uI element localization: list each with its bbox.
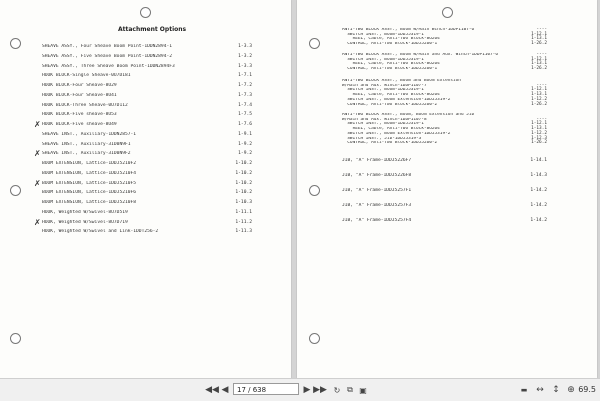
toc-entry-text: CONTROL, Anti-Two Block-1DDJ5260-2 (342, 141, 438, 146)
binder-hole (309, 185, 320, 196)
toc-entry-text: W/Main and Aux. Winch-1DDP1107-8 (342, 117, 427, 122)
toc-entry (42, 132, 252, 137)
toc-entry-page: 1-11.3 (235, 229, 252, 235)
toc-entry-page: 1-26.2 (531, 41, 547, 47)
toc-entry (342, 218, 547, 223)
toc-entry (42, 54, 252, 59)
toc-entry-page: 1-3.3 (238, 63, 252, 69)
toc-entry-text: ANTI-TWO BLOCK ASSY., Boom, Boom Extension and Jib (342, 113, 475, 117)
toc-entry-text: SHEAVE ASSY., Four Sheave Boom Point-1DDN2894-1 (42, 44, 172, 49)
toc-entry-page: 1-12.2 (531, 130, 547, 136)
toc-entry-page: 1-26.2 (531, 140, 547, 146)
toc-entry-page: 1-7.4 (238, 102, 252, 108)
toc-entry (42, 220, 252, 225)
toc-entry-page: 1-12.1 (531, 121, 547, 127)
anti-two-block-group (342, 28, 547, 47)
toc-entry-page: 1-14.3 (530, 173, 547, 178)
zoom-out-icon[interactable]: ▬ (520, 386, 528, 394)
toc-entry-page: 1-9.2 (238, 151, 252, 157)
toc-entry-text: HOOK BLOCK-Three Sheave-0U7D112 (42, 102, 128, 108)
toc-entry (342, 141, 547, 146)
toc-entry-text: SHEAVE INST., Auxiliary-1DDN2857-1 (42, 131, 137, 137)
handwritten-x-mark: ✗ (34, 178, 41, 188)
handwritten-x-mark: ✗ (34, 217, 41, 227)
toc-entry-page: 1-7.1 (238, 73, 252, 79)
fit-page-icon[interactable]: ▣ (359, 385, 367, 395)
anti-two-block-group (342, 79, 547, 107)
toc-entry (342, 158, 547, 163)
page-title: Attachment Options (118, 26, 187, 33)
toc-entry (342, 67, 547, 72)
toc-entry-page: 1-10.3 (235, 200, 252, 205)
toc-entry-page: 1-7.6 (238, 122, 252, 127)
toc-entry-page: ---- (536, 27, 547, 32)
toc-entry-text: SWITCH INST., Jib-1DDJ5319-3 (342, 136, 422, 141)
toc-entry-page: 1-12.1 (531, 56, 547, 62)
toc-entry-page: 1-10.2 (235, 170, 252, 176)
toc-entry-page: 1-10.2 (235, 180, 252, 186)
binder-hole (140, 7, 151, 18)
last-page-icon[interactable]: ▶▶ (313, 385, 327, 395)
anti-two-block-group (342, 53, 547, 72)
toc-entry (42, 122, 252, 127)
toc-entry-page: ---- (536, 116, 547, 122)
first-page-icon[interactable]: ◀◀ (205, 385, 219, 395)
toc-entry-text: SHEAVE INST., Auxiliary-3ID0N9F1 (42, 141, 131, 147)
toc-entry-text: BOOM EXTENSION, Lattice-1DDJ5210F8 (42, 200, 137, 205)
toc-entry-text: HOOK, Weighted W/Swivel-8U7D719 (42, 219, 128, 225)
toc-entry-text: HOOK BLOCK-Five sheave-8U49 (42, 122, 117, 127)
toc-entry (42, 103, 252, 108)
binder-hole (10, 38, 21, 49)
toc-entry-text: SWITCH INST., Boom-1DDJ5319-1 (342, 32, 424, 37)
toc-entry-page: 1-12.1 (531, 31, 547, 37)
toc-entry-text: HOOK BLOCK-Four Sheave-8U29 (42, 83, 117, 88)
toc-entry (42, 161, 252, 166)
toc-entry-page: 1-11.1 (235, 209, 252, 215)
toc-entry-page: 1-13.1 (531, 61, 547, 67)
toc-entry (342, 103, 547, 108)
zoom-in-icon[interactable]: ⊕ (567, 385, 575, 395)
toc-entry-page: 1-11.2 (235, 219, 252, 225)
binder-hole (10, 333, 21, 344)
toc-entry-text: HOOK, Weighted W/Swivel-8U7D519 (42, 209, 128, 215)
toc-entry-text: SWITCH INST., Boom-1DDJ5319-1 (342, 88, 424, 93)
toc-entry (42, 44, 252, 49)
toc-entry-page: 1-7.3 (238, 92, 252, 98)
toc-entry-page: 1-14.2 (530, 203, 547, 208)
toc-entry-text: JIB, "A" Frame-1DDJ5257F3 (342, 203, 412, 208)
toc-entry-page: 1-10.2 (235, 161, 252, 166)
next-page-icon[interactable]: ▶ (303, 385, 311, 395)
toc-entry-page: 1-3.2 (238, 53, 252, 59)
toc-entry-text: SWITCH INST., Boom-1DDJ5319-1 (342, 122, 424, 127)
toc-entry-page: 1-10.2 (235, 190, 252, 196)
fit-height-icon[interactable]: ↕ (552, 385, 560, 395)
toc-entry (342, 203, 547, 208)
anti-two-block-group (342, 113, 547, 146)
toc-entry (42, 200, 252, 205)
toc-entry-text: JIB, "A" Frame-1DDJ5257F4 (342, 218, 412, 223)
toc-entry-page: 1-26.2 (531, 66, 547, 72)
binder-hole (10, 185, 21, 196)
toc-entry-text: REEL, Cable, Anti-Two Block-8U264 (342, 127, 440, 132)
rotate-icon[interactable]: ↻ (333, 385, 341, 395)
binder-hole (309, 333, 320, 344)
toc-entry (42, 210, 252, 215)
toc-entry (42, 142, 252, 147)
toc-entry-page: 1-12.2 (531, 96, 547, 102)
toc-entry-page: 1-7.5 (238, 112, 252, 118)
toc-entry-text: SHEAVE ASSY., Three Sheave Boom Point-1DDN2894F3 (42, 63, 175, 69)
toc-entry (42, 73, 252, 78)
toc-entry (342, 42, 547, 47)
handwritten-x-mark: ✗ (34, 149, 41, 159)
toc-entry-page: 1-13.1 (531, 126, 547, 132)
toc-entry-text: SWITCH INST., Boom Extension-1DDJ5319-2 (342, 97, 451, 102)
toc-entry-text: JIB, "A" Frame-1DDJ5226F7 (342, 158, 412, 163)
toc-entry-text: ANTI-TWO BLOCK ASSY., Boom W/Main and Aux. Winch-1DDP1107-6 (342, 53, 498, 57)
toc-entry-text: SWITCH INST., Boom-1DDJ5319-1 (342, 57, 424, 62)
right-document-page (297, 0, 597, 378)
toc-entry-text: JIB, "A" Frame-1DDJ5257F1 (342, 188, 412, 193)
toc-entry-text: ANTI-TWO BLOCK ASSY., Boom and Boom Extension (342, 79, 461, 83)
copy-icon[interactable]: ⧉ (347, 385, 353, 394)
toc-entry-text: CONTROL, Anti-Two Block-1DDJ5260-2 (342, 102, 438, 107)
toc-entry (342, 173, 547, 178)
toc-entry-page: 1-14.2 (530, 218, 547, 223)
toc-entry-text: BOOM EXTENSION, Lattice-1DDJ5210F4 (42, 170, 137, 176)
toc-entry (42, 171, 252, 176)
toc-entry-page: 1-9.2 (238, 141, 252, 147)
toc-entry-page: 1-14.2 (530, 188, 547, 193)
toc-entry-page: 1-3.3 (238, 44, 252, 49)
toc-entry-text: W/Main and Aux. Winch-1DDP1107-7 (342, 83, 427, 88)
toc-entry-text: SWITCH INST., Boom Extension-1DDJ5319-2 (342, 131, 451, 136)
toc-entry-text: JIB, "A" Frame-1DDJ5226F8 (342, 173, 412, 178)
toc-entry-page: 1-14.1 (530, 158, 547, 163)
toc-entry-page: 1-12.1 (531, 87, 547, 93)
toc-entry (342, 188, 547, 193)
toc-entry-page: 1-9.1 (238, 131, 252, 137)
handwritten-x-mark: ✗ (34, 120, 41, 129)
toc-entry-text: CONTROL, Anti-Two Block-1DDJ5260-1 (342, 67, 438, 72)
left-document-page (0, 0, 291, 378)
viewer-toolbar (0, 378, 600, 401)
toc-entry (42, 229, 252, 234)
toc-entry-text: REEL, Cable, Anti-Two Block-8U264 (342, 37, 440, 42)
toc-entry-page: 1-13.1 (531, 36, 547, 42)
toc-entry-text: BOOM EXTENSION, Lattice-1DDJ5210F6 (42, 190, 137, 196)
toc-entry-page: ---- (536, 52, 547, 57)
toc-entry-text: HOOK BLOCK-Single Sheave-0U7D181 (42, 73, 131, 79)
toc-entry (42, 181, 252, 186)
toc-entry-text: SHEAVE ASSY., Five Sheave Boom Point-1DDN2894-2 (42, 53, 172, 59)
toc-entry-text: SHEAVE INST., Auxiliary-3ID0N9F2 (42, 151, 131, 157)
toc-entry (42, 64, 252, 69)
toc-entry-text: BOOM EXTENSION, Lattice-1DDJ5210F2 (42, 161, 137, 166)
toc-entry-page: 1-12.3 (531, 135, 547, 141)
toc-entry (42, 93, 252, 98)
toc-entry-page: 1-13.1 (531, 92, 547, 98)
toc-entry (42, 112, 252, 117)
toc-entry-text: HOOK BLOCK-Four Sheave-8U41 (42, 92, 117, 98)
toc-entry-page: 1-26.2 (531, 101, 547, 107)
toc-entry-text: CONTROL, Anti-Two Block-1DDJ5260-1 (342, 42, 438, 47)
toc-entry-text: BOOM EXTENSION, Lattice-1DDJ5210F5 (42, 180, 137, 186)
binder-hole (309, 38, 320, 49)
page-number-input[interactable]: 17 / 638 (233, 383, 299, 395)
zoom-level: 69.5 (578, 385, 596, 394)
toc-entry-page: ---- (536, 82, 547, 88)
toc-entry-text: REEL, Cable, Anti-Two Block-8U264 (342, 62, 440, 67)
toc-entry-page: 1-7.2 (238, 83, 252, 88)
toc-entry-text: HOOK, Weighted W/Swivel and Link-1DDT256-2 (42, 229, 159, 235)
toc-entry (42, 190, 252, 195)
binder-hole (442, 7, 453, 18)
prev-page-icon[interactable]: ◀ (221, 385, 229, 395)
toc-entry-text: ANTI-TWO BLOCK ASSY., Boom W/Main Winch-1DDP1107-6 (342, 28, 475, 32)
toc-entry (42, 151, 252, 156)
toc-entry-text: HOOK BLOCK-Five sheave-8U53 (42, 112, 117, 118)
fit-width-icon[interactable]: ↔ (536, 385, 544, 395)
toc-entry-text: REEL, Cable, Anti-Two Block-8U264 (342, 93, 440, 98)
toc-entry (42, 83, 252, 88)
